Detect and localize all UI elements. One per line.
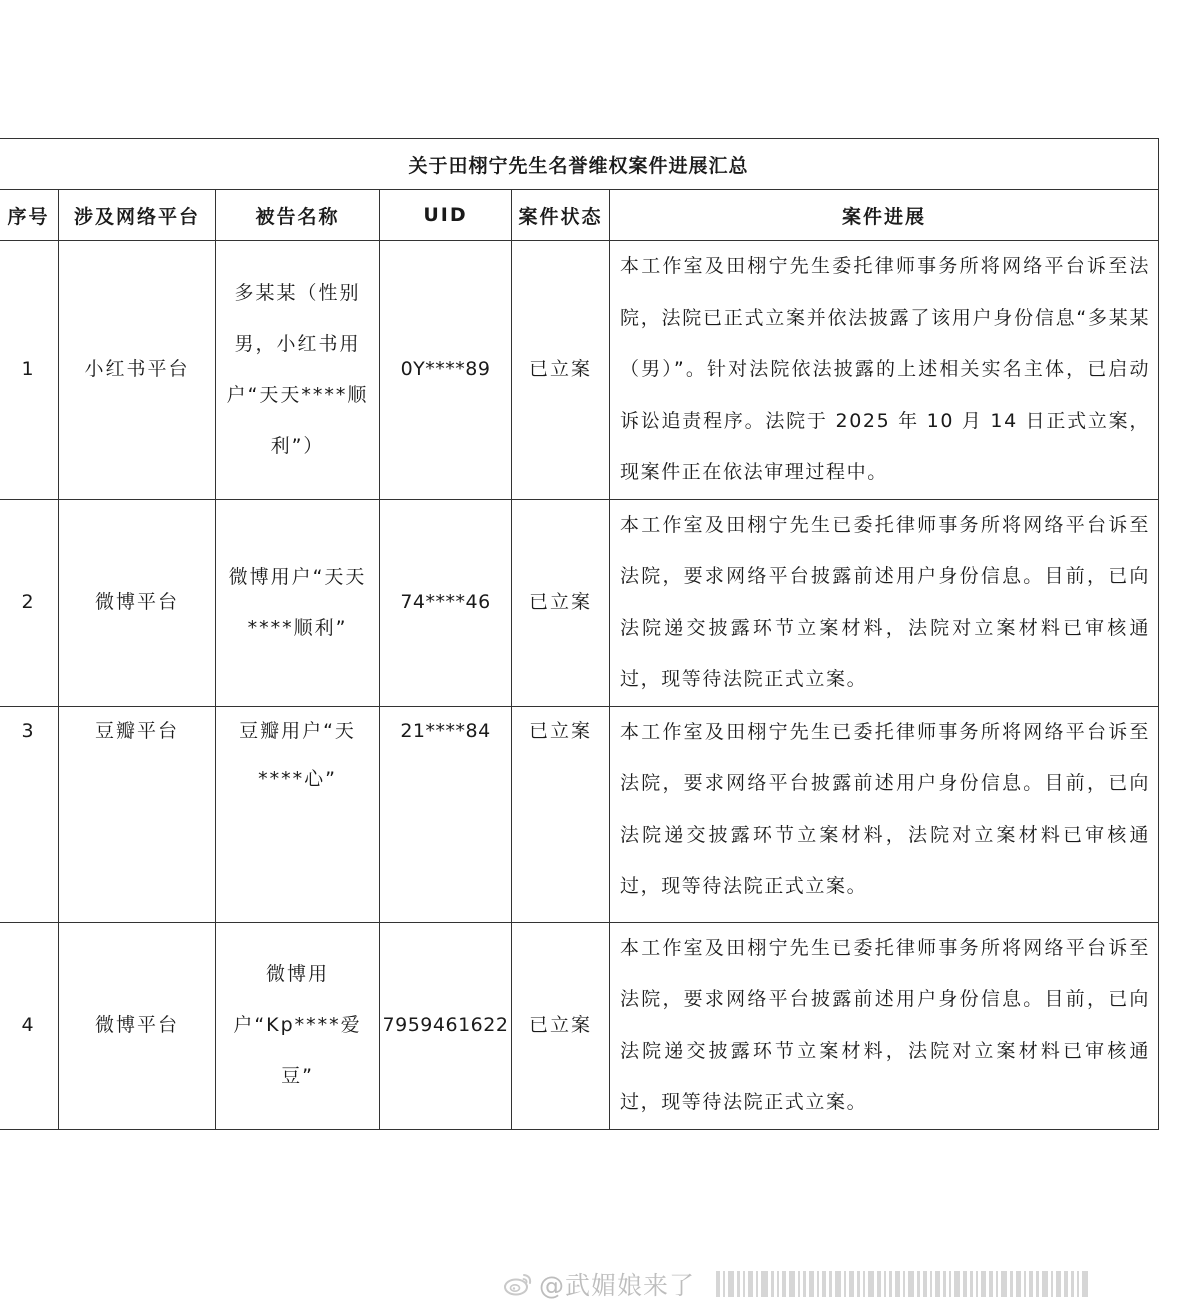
watermark-barcode — [716, 1271, 1171, 1297]
weibo-logo-icon — [503, 1272, 533, 1296]
barcode-bar — [917, 1271, 920, 1297]
barcode-bar — [949, 1271, 951, 1297]
row-number: 2 — [21, 591, 36, 613]
barcode-bar — [884, 1271, 886, 1297]
case-status: 已立案 — [528, 1014, 592, 1036]
platform-cell — [59, 706, 216, 922]
row-number-cell — [0, 241, 59, 500]
defendant-cell — [216, 922, 380, 1129]
barcode-bar — [996, 1271, 998, 1297]
barcode-bar — [798, 1271, 800, 1297]
barcode-bar — [771, 1271, 774, 1297]
barcode-bar — [970, 1271, 973, 1297]
barcode-bar — [789, 1271, 795, 1297]
barcode-bar — [1051, 1271, 1053, 1297]
barcode-bar — [923, 1271, 927, 1297]
platform-name: 微博平台 — [94, 1014, 179, 1036]
progress-cell — [610, 499, 1159, 706]
row-number: 4 — [21, 1014, 36, 1036]
barcode-bar — [1001, 1271, 1007, 1297]
barcode-bar — [1056, 1271, 1061, 1297]
barcode-bar — [954, 1271, 960, 1297]
case-progress-text: 本工作室及田栩宁先生已委托律师事务所将网络平台诉至法院，要求网络平台披露前述用户身份信息。目前，已向法院递交披露环节立案材料，法院对立案材料已审核通过，现等待法院正式立案。 — [620, 936, 1151, 1113]
row-number-cell — [0, 922, 59, 1129]
barcode-bar — [1082, 1271, 1088, 1297]
defendant-name: 微博用户“天天****顺利” — [228, 565, 367, 639]
defendant-cell — [216, 499, 380, 706]
barcode-bar — [935, 1271, 940, 1297]
barcode-bar — [723, 1271, 725, 1297]
uid-cell — [380, 499, 512, 706]
status-cell — [512, 499, 610, 706]
uid-cell — [380, 241, 512, 500]
table-header-row — [0, 190, 1159, 241]
barcode-bar — [849, 1271, 854, 1297]
defendant-name: 豆瓣用户“天****心” — [239, 719, 356, 790]
case-status: 已立案 — [528, 719, 592, 742]
watermark-account-name: @武媚娘来了 — [539, 1271, 696, 1300]
platform-name: 豆瓣平台 — [94, 719, 179, 742]
column-header-defendant: 被告名称 — [216, 190, 380, 241]
uid-value: 7959461622 — [382, 1014, 509, 1036]
barcode-bar — [930, 1271, 932, 1297]
platform-cell — [59, 499, 216, 706]
barcode-bar — [857, 1271, 860, 1297]
barcode-bar — [1077, 1271, 1079, 1297]
platform-cell — [59, 241, 216, 500]
platform-cell — [59, 922, 216, 1129]
progress-cell — [610, 922, 1159, 1129]
row-number: 3 — [21, 719, 36, 742]
column-header-no: 序号 — [0, 190, 59, 241]
barcode-bar — [716, 1271, 720, 1297]
column-header-status: 案件状态 — [512, 190, 610, 241]
barcode-bar — [1010, 1271, 1013, 1297]
barcode-bar — [809, 1271, 814, 1297]
uid-value: 0Y****89 — [400, 358, 491, 381]
column-header-uid: UID — [380, 190, 512, 241]
barcode-bar — [903, 1271, 905, 1297]
barcode-bar — [889, 1271, 892, 1297]
barcode-bar — [817, 1271, 819, 1297]
case-progress-text: 本工作室及田栩宁先生已委托律师事务所将网络平台诉至法院，要求网络平台披露前述用户身份信息。目前，已向法院递交披露环节立案材料，法院对立案材料已审核通过，现等待法院正式立案。 — [620, 513, 1151, 690]
barcode-bar — [908, 1271, 914, 1297]
barcode-bar — [835, 1271, 841, 1297]
row-number: 1 — [21, 358, 36, 381]
platform-name: 小红书平台 — [84, 358, 190, 381]
barcode-bar — [761, 1271, 768, 1297]
column-header-progress: 案件进展 — [610, 190, 1159, 241]
barcode-bar — [1071, 1271, 1074, 1297]
barcode-bar — [976, 1271, 978, 1297]
platform-name: 微博平台 — [94, 591, 179, 613]
table-row — [0, 241, 1159, 500]
defendant-cell — [216, 241, 380, 500]
column-header-platform: 涉及网络平台 — [59, 190, 216, 241]
barcode-bar — [737, 1271, 740, 1297]
barcode-bar — [863, 1271, 865, 1297]
barcode-bar — [803, 1271, 806, 1297]
case-status: 已立案 — [528, 358, 592, 381]
defendant-name: 微博用户“Kp****爱豆” — [233, 963, 362, 1087]
barcode-bar — [963, 1271, 967, 1297]
barcode-bar — [895, 1271, 900, 1297]
barcode-bar — [943, 1271, 946, 1297]
barcode-bar — [1036, 1271, 1039, 1297]
status-cell — [512, 241, 610, 500]
barcode-bar — [868, 1271, 874, 1297]
barcode-bar — [1029, 1271, 1033, 1297]
table-row — [0, 706, 1159, 922]
barcode-bar — [822, 1271, 826, 1297]
defendant-name: 多某某（性别男，小红书用户“天天****顺利”） — [226, 281, 369, 457]
status-cell — [512, 706, 610, 922]
barcode-bar — [829, 1271, 832, 1297]
barcode-bar — [989, 1271, 993, 1297]
uid-cell — [380, 706, 512, 922]
barcode-bar — [782, 1271, 786, 1297]
case-progress-text: 本工作室及田栩宁先生已委托律师事务所将网络平台诉至法院，要求网络平台披露前述用户身份信息。目前，已向法院递交披露环节立案材料，法院对立案材料已审核通过，现等待法院正式立案。 — [620, 720, 1151, 897]
uid-value: 74****46 — [400, 591, 491, 613]
document-title: 关于田栩宁先生名誉维权案件进展汇总 — [0, 139, 1159, 190]
barcode-bar — [1064, 1271, 1068, 1297]
barcode-bar — [756, 1271, 758, 1297]
uid-value: 21****84 — [400, 719, 491, 742]
row-number-cell — [0, 499, 59, 706]
barcode-bar — [981, 1271, 986, 1297]
barcode-bar — [877, 1271, 881, 1297]
barcode-bar — [1024, 1271, 1026, 1297]
watermark — [503, 1264, 695, 1304]
case-progress-table — [0, 138, 1159, 1130]
uid-cell — [380, 922, 512, 1129]
case-status: 已立案 — [528, 591, 592, 613]
barcode-bar — [748, 1271, 753, 1297]
row-number-cell — [0, 706, 59, 922]
status-cell — [512, 922, 610, 1129]
defendant-cell — [216, 706, 380, 922]
barcode-bar — [743, 1271, 745, 1297]
barcode-bar — [1042, 1271, 1048, 1297]
barcode-bar — [728, 1271, 734, 1297]
table-row — [0, 499, 1159, 706]
barcode-bar — [844, 1271, 846, 1297]
case-progress-text: 本工作室及田栩宁先生委托律师事务所将网络平台诉至法院，法院已正式立案并依法披露了该用户身份信息“多某某（男）”。针对法院依法披露的上述相关实名主体，已启动诉讼追责程序。法院于 2025 年 10 月 14 日正式立案，现案件正在依法审理过程中。 — [620, 255, 1151, 483]
barcode-bar — [1016, 1271, 1021, 1297]
table-row — [0, 922, 1159, 1129]
progress-cell — [610, 241, 1159, 500]
progress-cell — [610, 706, 1159, 922]
barcode-bar — [777, 1271, 779, 1297]
